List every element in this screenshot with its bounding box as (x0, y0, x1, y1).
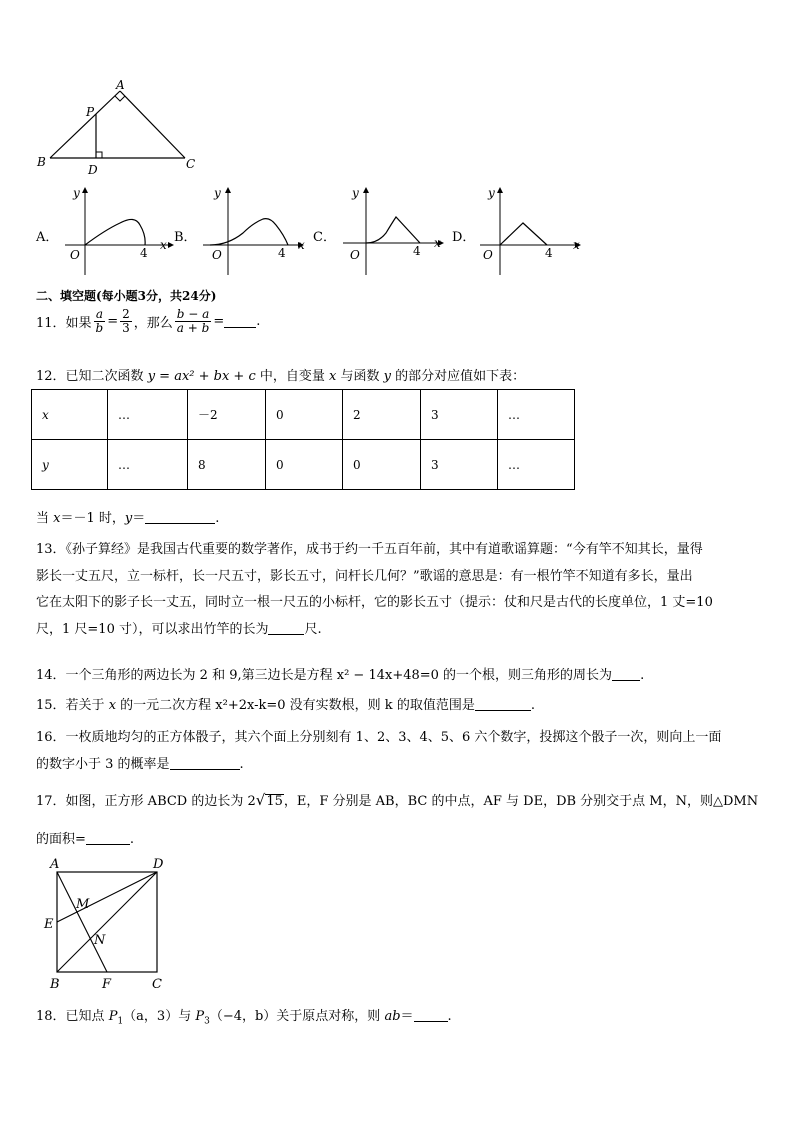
label-E: E (44, 917, 54, 932)
table-cell: 3 (421, 390, 498, 440)
question-16: 16．一枚质地均匀的正方体骰子，其六个面上分别刻有 1、2、3、4、5、6 六个数字，投掷这个骰子一次，则向上一面 的数字小于 3 的概率是 . (36, 724, 721, 778)
q13-line: 影长一丈五尺，立一标杆，长一尺五寸，影长五寸，问杆长几何？”歌谣的意思是：有一根竹竿不知道有多长，量出 (36, 568, 693, 584)
table-cell: … (108, 440, 188, 490)
question-18: 18．已知点 $P_1(a$，3）与 $P_3(-4$，b）关于原点对称，则 ab＝ . (36, 1009, 452, 1027)
period: . (256, 314, 261, 329)
equals: = (107, 314, 119, 329)
answer-blank[interactable] (414, 1009, 448, 1022)
table-cell: … (498, 390, 575, 440)
option-C-label: C． (313, 230, 336, 245)
label-B: B (37, 155, 46, 169)
tick-4: 4 (413, 244, 421, 258)
q13-line: 它在太阳下的影子长一丈五，同时立一根一尺五的小标杆，它的影长五寸（提示：仗和尺是古代的长度单位，1 丈=10 (36, 595, 713, 610)
label-C: C (186, 157, 196, 171)
table-row (32, 390, 575, 440)
option-C-graph (338, 185, 448, 277)
question-11 (36, 308, 260, 335)
y-axis-label: y (488, 186, 495, 200)
fraction-a-b: $\frac{a}{b}$ (95, 307, 104, 335)
question-17-line2: 的面积= . (36, 832, 135, 847)
label-C: C (152, 977, 162, 992)
square-figure (40, 852, 175, 994)
origin-label: O (70, 248, 80, 262)
fraction-expression: $\frac{b - a}{a + b}$ (176, 307, 210, 335)
answer-blank[interactable] (612, 668, 640, 681)
option-B-graph (198, 185, 313, 277)
question-17: 17．如图，正方形 ABCD 的边长为 2√15，E，F 分别是 AB，BC 的中点，AF 与 DE，DB 分别交于点 M，N，则△DMN (36, 791, 759, 809)
sqrt-radicand: 15 (266, 794, 283, 809)
answer-blank[interactable] (268, 622, 304, 635)
fraction-2-3: $\frac{2}{3}$ (122, 307, 130, 335)
x-axis-label: x (573, 238, 580, 252)
origin-label: O (483, 248, 493, 262)
q11-text-mid: ，那么 (133, 316, 173, 331)
answer-blank[interactable] (170, 757, 240, 770)
table-cell: … (108, 390, 188, 440)
triangle-figure (30, 78, 210, 178)
answer-blank[interactable] (145, 511, 215, 524)
option-A-label: A． (36, 230, 59, 245)
question-14: 14．一个三角形的两边长为 2 和 9,第三边长是方程 x² − 14x+48=0 的一个根，则三角形的周长为 . (36, 668, 645, 683)
option-D-label: D． (452, 230, 476, 245)
table-row (32, 440, 575, 490)
label-D: D (88, 163, 98, 177)
origin-label: O (350, 248, 360, 262)
section-2-heading: 二、填空题(每小题3分，共24分) (36, 289, 217, 303)
answer-blank[interactable] (86, 832, 130, 845)
table-cell: －2 (188, 390, 266, 440)
origin-label: O (212, 248, 222, 262)
tick-4: 4 (278, 246, 286, 260)
equals: = (213, 314, 225, 329)
table-cell: 3 (421, 440, 498, 490)
table-cell: 2 (343, 390, 421, 440)
label-P: P (86, 105, 95, 119)
table-cell: 0 (266, 440, 343, 490)
label-D: D (153, 857, 164, 872)
tick-4: 4 (140, 246, 148, 260)
q11-text: 11．如果 (36, 316, 92, 331)
table-cell: 8 (188, 440, 266, 490)
label-A: A (50, 857, 60, 872)
question-13: 13．《孙子算经》是我国古代重要的数学著作，成书于约一千五百年前，其中有道歌谣算题：“今有竿不知其长，量得 影长一丈五尺，立一标杆，长一尺五寸，影长五寸，问杆长几何？”歌谣的意思是：有一根竹竿不知道有多长，量出 它在太阳下的影子长一丈五，同时立一根一尺五的小标杆，它的影长五寸（提示：仗和尺是古代的长度单位，1 丈=10 尺，1 尺=10 寸），可以求出竹竿的长为 尺. (36, 537, 713, 643)
tick-4: 4 (545, 246, 553, 260)
table-cell: y (32, 440, 108, 490)
table-cell: 0 (343, 440, 421, 490)
question-15: 15．若关于 x 的一元二次方程 x²+2x-k=0 没有实数根，则 k 的取值范围是 . (36, 698, 535, 713)
label-M: M (76, 897, 90, 912)
option-D-graph (475, 185, 587, 277)
label-A: A (116, 78, 125, 92)
q13-line: 13．《孙子算经》是我国古代重要的数学著作，成书于约一千五百年前，其中有道歌谣算题：“今有竿不知其长，量得 (36, 542, 703, 557)
question-12: 12．已知二次函数 y = ax² + bx + c 中，自变量 x 与函数 y 的部分对应值如下表： (36, 369, 526, 384)
q16-line: 16．一枚质地均匀的正方体骰子，其六个面上分别刻有 1、2、3、4、5、6 六个数字，投掷这个骰子一次，则向上一面 (36, 730, 722, 745)
x-axis-label: x (160, 238, 167, 252)
quadratic-formula: y = ax² + bx + c (147, 369, 256, 384)
x-axis-label: x (434, 236, 441, 250)
label-N: N (94, 933, 106, 948)
option-B-label: B． (174, 230, 197, 245)
label-F: F (102, 977, 112, 992)
answer-blank[interactable] (224, 315, 256, 328)
question-12-followup: 当 x＝－1 时，y＝ . (36, 511, 220, 526)
option-A-graph (60, 185, 175, 277)
y-axis-label: y (73, 186, 80, 200)
x-axis-label: x (298, 238, 305, 252)
value-table (31, 389, 575, 490)
table-cell: … (498, 440, 575, 490)
table-cell: x (32, 390, 108, 440)
table-cell: 0 (266, 390, 343, 440)
answer-blank[interactable] (475, 698, 531, 711)
label-B: B (50, 977, 60, 992)
y-axis-label: y (352, 186, 359, 200)
y-axis-label: y (214, 186, 221, 200)
